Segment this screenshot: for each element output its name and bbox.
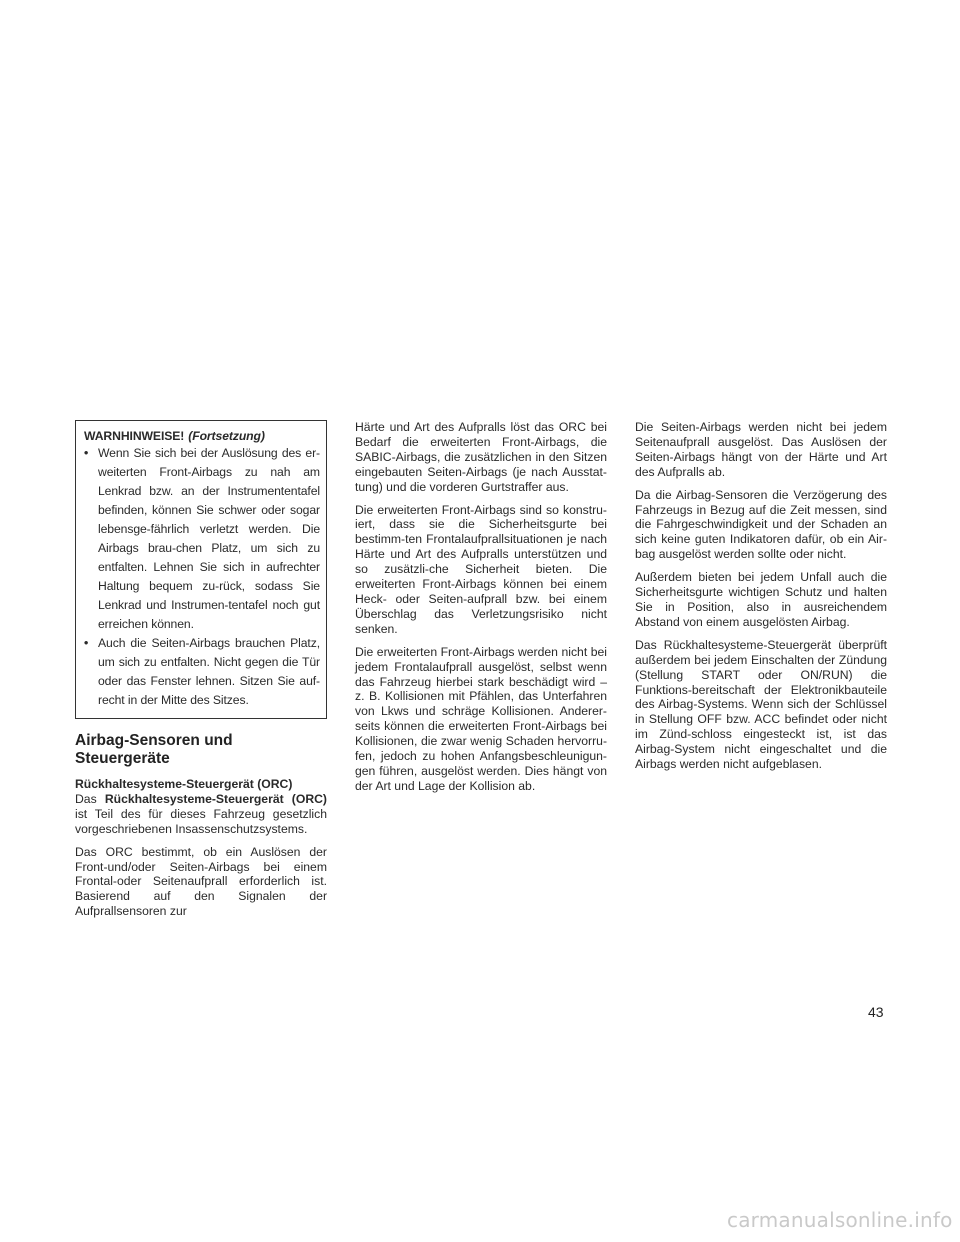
warning-title: WARNHINWEISE!	[84, 429, 185, 443]
paragraph: Die Seiten-Airbags werden nicht bei jedem Seitenaufprall ausgelöst. Das Auslösen der Seiten-Airbags hängt von der Härte und Art des Aufpralls ab.	[635, 420, 887, 479]
section-title: Airbag-Sensoren und Steuergeräte	[75, 732, 233, 767]
paragraph: Die erweiterten Front-Airbags werden nicht bei jedem Frontalaufprall ausgelöst, selbst wenn das Fahrzeug hierbei stark beschädigt wird – z. B. Kollisionen mit Pfählen, das Unterfahren von Lkws und schräge Kollisionen. Anderer-seits können die erweiterten Front-Airbags bei Kollisionen, die zwar wenig Schaden hervorru-fen, jedoch zu hohen Anfangsbeschleunigun-gen führen, ausgelöst werden. Dies hängt von der Art und Lage der Kollision ab.	[355, 644, 607, 793]
bullet-icon: •	[84, 636, 89, 650]
paragraph-bold: Rückhaltesysteme-Steuergerät (ORC)	[104, 791, 327, 806]
warning-bullet	[84, 634, 320, 710]
paragraph: Die erweiterten Front-Airbags sind so konstru-iert, dass sie die Sicherheitsgurte bei bestimm-ten Frontalaufprallsituationen je nach Härte und Art des Aufpralls unterstützen und so zusätzli-che Sicherheit bieten. Die erweiterten Front-Airbags können bei einem Heck- oder Seiten-aufprall bzw. bei einem Überschlag das Verletzungsrisiko nicht senken.	[355, 502, 607, 636]
bullet-icon: •	[84, 446, 89, 460]
warning-bullet-text: Wenn Sie sich bei der Auslösung des er-weiterten Front-Airbags zu nah am Lenkrad bzw. an der Instrumententafel befinden, können Sie schwer oder sogar lebensge-fährlich verletzt werden. Die Airbags brau-chen Platz, um sich zu entfalten. Lehnen Sie sich in aufrechter Haltung bequem zu-rück, sodass Sie Lenkrad und Instrumen-tentafel noch gut erreichen können.	[98, 446, 320, 631]
paragraph	[75, 792, 327, 837]
paragraph-pre: Das	[75, 791, 97, 806]
paragraph-post: ist Teil des für dieses Fahrzeug gesetzlich vorgeschriebenen Insassenschutzsystems.	[75, 806, 327, 836]
warning-box	[75, 420, 327, 719]
subheading: Rückhaltesysteme-Steuergerät (ORC)	[75, 777, 293, 791]
warning-heading	[84, 428, 320, 444]
column-1	[75, 420, 327, 927]
warning-bullet-text: Auch die Seiten-Airbags brauchen Platz, um sich zu entfalten. Nicht gegen die Tür oder das Fenster lehnen. Sitzen Sie auf-recht in der Mitte des Sitzes.	[98, 636, 320, 707]
page-number: 43	[868, 1004, 884, 1020]
column-3	[635, 420, 887, 780]
paragraph: Außerdem bieten bei jedem Unfall auch die Sicherheitsgurte wichtigen Schutz und halten Sie in Position, also in ausreichendem Abstand von einem ausgelösten Airbag.	[635, 570, 887, 629]
warning-continued: (Fortsetzung)	[188, 429, 265, 443]
paragraph: Härte und Art des Aufpralls löst das ORC bei Bedarf die erweiterten Front-Airbags, die SABIC-Airbags, die zusätzlichen in den Sitzen eingebauten Seiten-Airbags (je nach Ausstat-tung) und die vorderen Gurtstraffer aus.	[355, 420, 607, 494]
paragraph: Das Rückhaltesysteme-Steuergerät überprüft außerdem bei jedem Einschalten der Zündung (Stellung START oder ON/RUN) die Funktions-bereitschaft der Elektronikbauteile des Airbag-Systems. Wenn sich der Schlüssel in Stellung OFF bzw. ACC befindet oder nicht im Zünd-schloss eingesteckt ist, ist das Airbag-System nicht eingeschaltet und die Airbags werden nicht aufgeblasen.	[635, 637, 887, 772]
warning-bullet	[84, 444, 320, 634]
watermark: carmanualsonline.info	[727, 1208, 953, 1232]
paragraph: Das ORC bestimmt, ob ein Auslösen der Front-und/oder Seiten-Airbags bei einem Frontal-oder Seitenaufprall erforderlich ist. Basierend auf den Signalen der Aufprallsensoren zur	[75, 844, 327, 919]
paragraph: Da die Airbag-Sensoren die Verzögerung des Fahrzeugs in Bezug auf die Zeit messen, sind die Fahrgeschwindigkeit und der Schaden an sich keine guten Indikatoren dafür, ob ein Air-bag ausgelöst werden sollte oder nicht.	[635, 487, 887, 562]
column-2	[355, 420, 607, 802]
